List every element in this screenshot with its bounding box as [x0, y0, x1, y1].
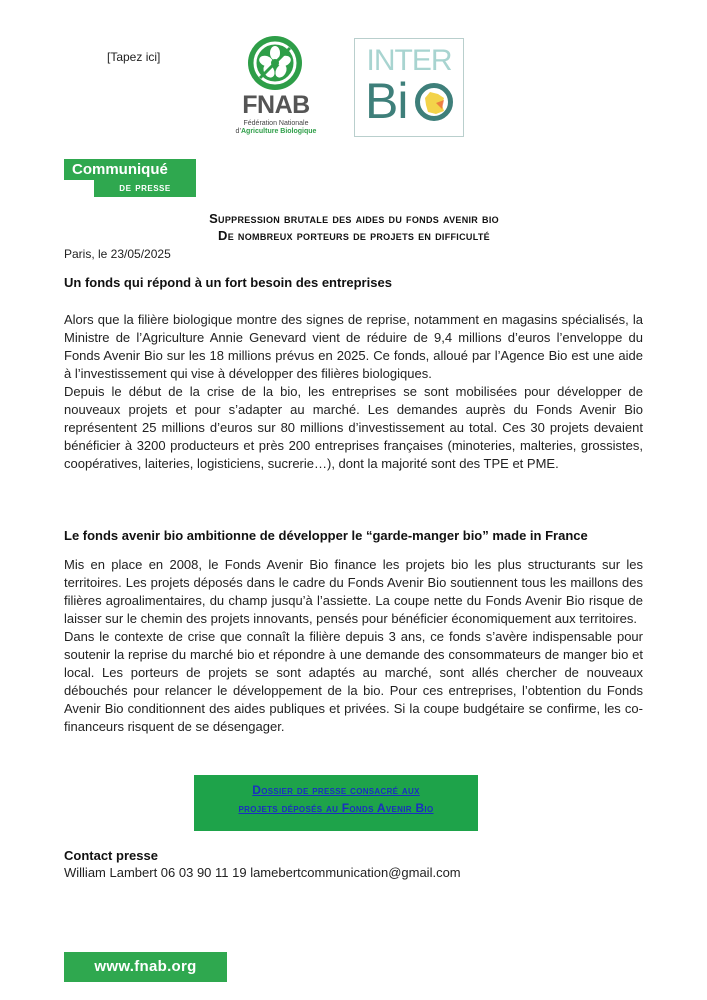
badge-line2: de presse — [94, 178, 196, 197]
section1-paragraph: Depuis le début de la crise de la bio, les entreprises se sont mobilisées pour développer de nouveaux projets et pour s’adapter au marché. Les demandes auprès du Fonds Avenir Bio représentent 25 millions d’euros sur 80 millions d’investissement au total. Ces 30 projets devaient bénéficier à 3200 producteurs et près 200 entreprises françaises (minoteries, malteries, grossistes, coopératives, laiteries, logisticiens, sucrerie…), dont la majorité sont des TPE et PME. — [64, 384, 643, 471]
press-kit-link-line1: Dossier de presse consacré aux — [252, 783, 420, 797]
title-line1: Suppression brutale des aides du fonds avenir bio — [209, 211, 499, 226]
press-kit-link[interactable] — [194, 775, 478, 817]
contact-details: William Lambert 06 03 90 11 19 lamebertcommunication@gmail.com — [64, 865, 461, 880]
section1-paragraph: Alors que la filière biologique montre des signes de reprise, notamment en magasins spécialisés, la Ministre de l’Agriculture Annie Genevard vient de réduire de 9,4 millions d’euros l’enveloppe du Fonds Avenir Bio sur les 18 millions prévus en 2025. Ce fonds, alloué par l’Agence Bio est une aide à l’investissement qui vise à développer des filières biologiques. — [64, 312, 643, 381]
fnab-logo-subtitle: Fédération Nationale d’Agriculture Biologique — [235, 120, 317, 135]
press-release-badge — [64, 159, 196, 197]
fnab-flower-icon — [248, 36, 302, 90]
section1-body — [64, 311, 643, 473]
interbio-logo-top: INTER — [366, 44, 452, 77]
contact-heading: Contact presse — [64, 848, 158, 863]
date-line: Paris, le 23/05/2025 — [64, 247, 171, 261]
header-placeholder: [Tapez ici] — [107, 50, 161, 64]
section2-heading: Le fonds avenir bio ambitionne de développer le “garde-manger bio” made in France — [64, 528, 588, 543]
france-map-icon — [415, 83, 453, 121]
press-kit-box — [194, 775, 478, 831]
fnab-logo — [230, 36, 322, 136]
interbio-logo-bottom: Bi — [365, 73, 408, 129]
section2-paragraph: Dans le contexte de crise que connaît la filière depuis 3 ans, ce fonds s’avère indispensable pour soutenir la reprise du marché bio et répondre à une demande des consommateurs de manger bio et local. Les porteurs de projets se sont adaptés au marché, sont allés chercher de nouveaux débouchés pour relancer le développement de la bio. Pour ces entreprises, l’obtention du Fonds Avenir Bio conditionnent des aides publiques et privées. Si la coupe budgétaire se confirme, les co-financeurs risquent de se désengager. — [64, 629, 643, 734]
press-kit-link-line2: projets déposés au Fonds Avenir Bio — [238, 801, 434, 815]
interbio-logo — [354, 38, 464, 137]
badge-line1: Communiqué — [64, 159, 196, 180]
section1-heading: Un fonds qui répond à un fort besoin des entreprises — [64, 275, 392, 290]
section2-body — [64, 556, 643, 736]
title-line2: De nombreux porteurs de projets en difficulté — [218, 228, 490, 243]
section2-paragraph: Mis en place en 2008, le Fonds Avenir Bio finance les projets bio les plus structurants sur les territoires. Les projets déposés dans le cadre du Fonds Avenir Bio soutiennent tous les maillons des filières agroalimentaires, du champ jusqu’à l’assiette. La coupe nette du Fonds Avenir Bio risque de laisser sur le chemin des projets innovants, pensés pour bénéficier économiquement aux territoires. — [64, 557, 643, 626]
fnab-logo-name: FNAB — [242, 91, 310, 119]
website-link[interactable]: www.fnab.org — [64, 952, 227, 982]
